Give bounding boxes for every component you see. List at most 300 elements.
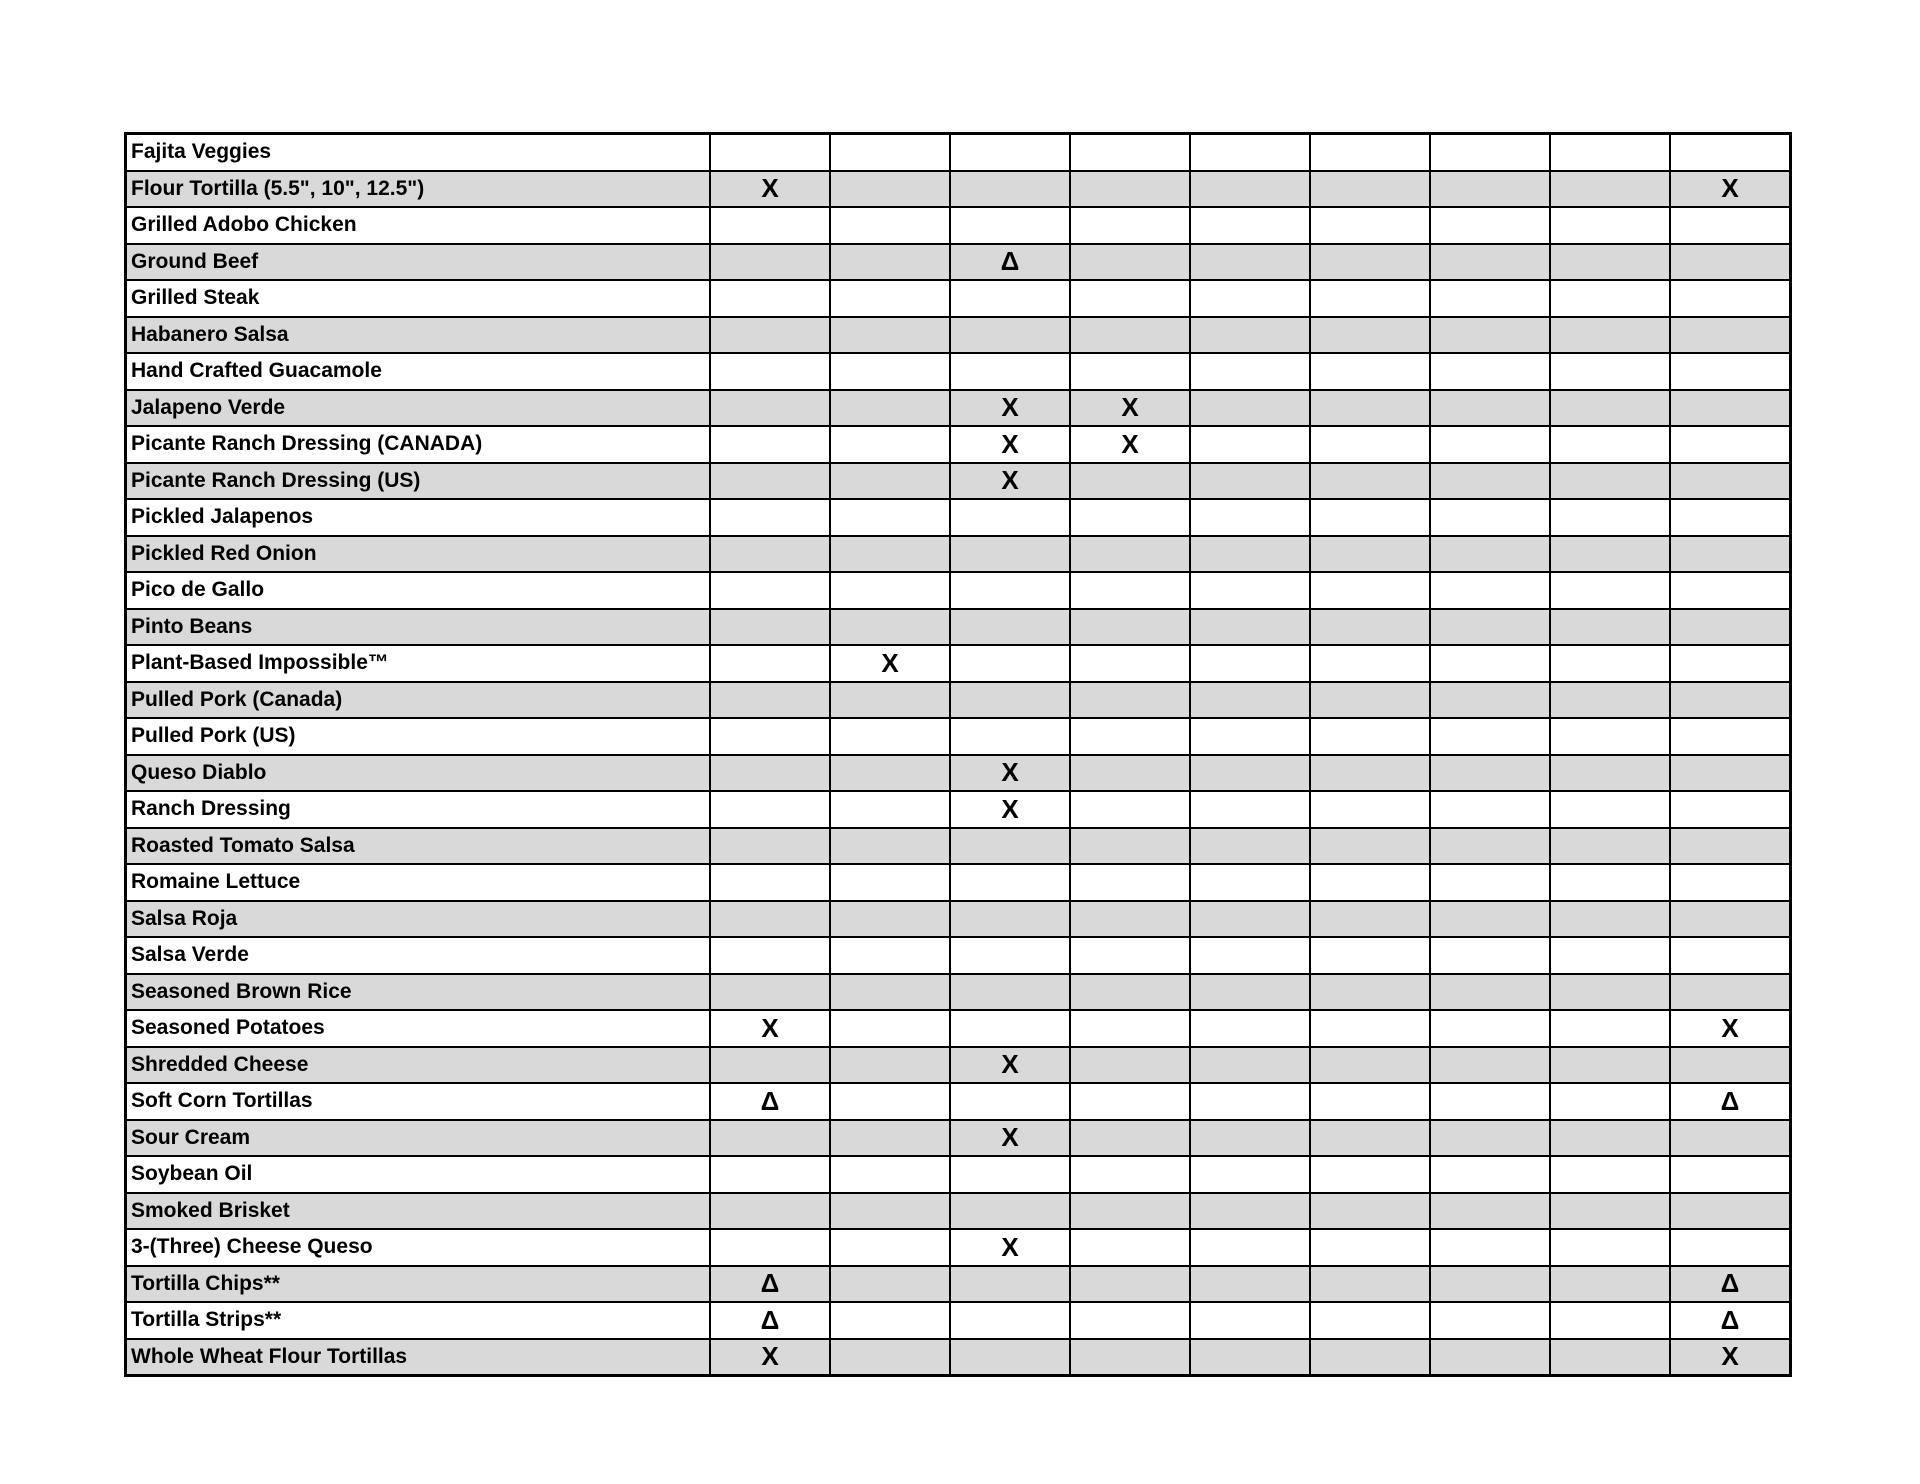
table-row <box>126 937 1791 974</box>
allergen-mark-cell <box>1430 499 1550 536</box>
allergen-mark-cell <box>710 828 830 865</box>
ingredient-name: Salsa Verde <box>126 937 711 974</box>
allergen-mark-cell <box>1070 1229 1190 1266</box>
table-row <box>126 718 1791 755</box>
allergen-mark-cell: X <box>1670 171 1791 208</box>
allergen-mark-cell <box>950 609 1070 646</box>
allergen-mark-cell <box>830 317 950 354</box>
allergen-mark-cell <box>1070 645 1190 682</box>
allergen-mark-cell: Δ <box>710 1083 830 1120</box>
allergen-mark-cell <box>1670 755 1791 792</box>
allergen-mark-cell <box>830 353 950 390</box>
allergen-mark-cell <box>1430 1302 1550 1339</box>
allergen-mark-cell <box>1310 1010 1430 1047</box>
allergen-mark-cell <box>830 171 950 208</box>
allergen-mark-cell <box>1310 1339 1430 1376</box>
allergen-mark-cell <box>1070 280 1190 317</box>
ingredient-name: Salsa Roja <box>126 901 711 938</box>
allergen-mark-cell <box>1430 718 1550 755</box>
allergen-mark-cell <box>950 937 1070 974</box>
allergen-mark-cell <box>1190 609 1310 646</box>
allergen-mark-cell <box>1070 1302 1190 1339</box>
allergen-mark-cell <box>1670 828 1791 865</box>
allergen-mark-cell <box>1550 572 1670 609</box>
allergen-mark-cell <box>1070 791 1190 828</box>
allergen-mark-cell <box>1430 1193 1550 1230</box>
table-row <box>126 1266 1791 1303</box>
allergen-mark-cell <box>1430 828 1550 865</box>
ingredient-name: Pinto Beans <box>126 609 711 646</box>
ingredient-name: Tortilla Chips** <box>126 1266 711 1303</box>
allergen-mark-cell <box>1190 1339 1310 1376</box>
table-row <box>126 1302 1791 1339</box>
allergen-mark-cell <box>1190 353 1310 390</box>
table-row <box>126 1010 1791 1047</box>
ingredient-name: Whole Wheat Flour Tortillas <box>126 1339 711 1376</box>
ingredient-name: Jalapeno Verde <box>126 390 711 427</box>
allergen-mark-cell <box>1190 280 1310 317</box>
allergen-mark-cell <box>1550 1229 1670 1266</box>
allergen-mark-cell <box>1550 828 1670 865</box>
allergen-mark-cell <box>710 1229 830 1266</box>
allergen-mark-cell <box>1310 207 1430 244</box>
allergen-mark-cell <box>830 280 950 317</box>
allergen-mark-cell: X <box>1670 1339 1791 1376</box>
table-row <box>126 536 1791 573</box>
allergen-mark-cell <box>1070 901 1190 938</box>
allergen-mark-cell <box>950 317 1070 354</box>
allergen-mark-cell <box>1670 572 1791 609</box>
allergen-mark-cell <box>1310 1266 1430 1303</box>
allergen-mark-cell <box>950 1083 1070 1120</box>
table-row <box>126 572 1791 609</box>
allergen-mark-cell <box>1550 1302 1670 1339</box>
allergen-mark-cell <box>1430 755 1550 792</box>
allergen-mark-cell <box>830 463 950 500</box>
allergen-mark-cell <box>1070 572 1190 609</box>
allergen-mark-cell <box>1070 974 1190 1011</box>
allergen-mark-cell <box>950 353 1070 390</box>
allergen-mark-cell <box>1310 134 1430 171</box>
allergen-mark-cell <box>1550 207 1670 244</box>
allergen-mark-cell <box>1550 536 1670 573</box>
allergen-mark-cell <box>1670 609 1791 646</box>
allergen-mark-cell <box>1190 974 1310 1011</box>
allergen-mark-cell <box>830 1156 950 1193</box>
allergen-mark-cell: X <box>1670 1010 1791 1047</box>
allergen-mark-cell <box>1190 536 1310 573</box>
allergen-mark-cell <box>1430 974 1550 1011</box>
allergen-mark-cell: X <box>950 426 1070 463</box>
allergen-mark-cell <box>1550 171 1670 208</box>
ingredient-name: Pico de Gallo <box>126 572 711 609</box>
allergen-mark-cell <box>1070 609 1190 646</box>
allergen-mark-cell <box>710 1120 830 1157</box>
allergen-mark-cell <box>830 682 950 719</box>
allergen-mark-cell <box>1670 937 1791 974</box>
allergen-mark-cell <box>1430 207 1550 244</box>
allergen-mark-cell <box>1190 463 1310 500</box>
allergen-mark-cell <box>830 1047 950 1084</box>
allergen-mark-cell <box>1550 1156 1670 1193</box>
allergen-mark-cell <box>710 901 830 938</box>
allergen-mark-cell <box>710 1047 830 1084</box>
allergen-mark-cell <box>950 280 1070 317</box>
allergen-mark-cell <box>830 1083 950 1120</box>
allergen-mark-cell <box>1670 791 1791 828</box>
allergen-mark-cell <box>830 499 950 536</box>
allergen-mark-cell <box>1670 718 1791 755</box>
table-row <box>126 353 1791 390</box>
table-row <box>126 426 1791 463</box>
allergen-mark-cell <box>710 974 830 1011</box>
allergen-mark-cell <box>1070 1156 1190 1193</box>
allergen-mark-cell <box>1430 536 1550 573</box>
allergen-mark-cell <box>950 828 1070 865</box>
allergen-mark-cell <box>1190 1047 1310 1084</box>
allergen-mark-cell <box>1550 682 1670 719</box>
allergen-mark-cell <box>830 1302 950 1339</box>
allergen-mark-cell <box>1430 244 1550 281</box>
allergen-mark-cell <box>1310 426 1430 463</box>
allergen-mark-cell <box>1070 828 1190 865</box>
ingredient-name: Soybean Oil <box>126 1156 711 1193</box>
allergen-mark-cell <box>1430 1229 1550 1266</box>
table-row <box>126 828 1791 865</box>
table-row <box>126 1083 1791 1120</box>
ingredient-name: 3-(Three) Cheese Queso <box>126 1229 711 1266</box>
allergen-mark-cell <box>1070 536 1190 573</box>
ingredient-name: Shredded Cheese <box>126 1047 711 1084</box>
allergen-mark-cell <box>950 572 1070 609</box>
allergen-mark-cell <box>830 1120 950 1157</box>
allergen-mark-cell <box>1670 1229 1791 1266</box>
allergen-mark-cell <box>1670 353 1791 390</box>
allergen-mark-cell <box>1430 280 1550 317</box>
allergen-mark-cell <box>1670 536 1791 573</box>
allergen-mark-cell <box>1070 1339 1190 1376</box>
allergen-mark-cell <box>1670 499 1791 536</box>
allergen-mark-cell: Δ <box>950 244 1070 281</box>
allergen-mark-cell <box>1550 1266 1670 1303</box>
allergen-mark-cell <box>1670 974 1791 1011</box>
allergen-mark-cell <box>1550 280 1670 317</box>
allergen-mark-cell <box>1550 718 1670 755</box>
table-row <box>126 1193 1791 1230</box>
ingredient-name: Pickled Jalapenos <box>126 499 711 536</box>
ingredient-name: Roasted Tomato Salsa <box>126 828 711 865</box>
allergen-table <box>124 132 1792 1377</box>
allergen-mark-cell <box>1430 390 1550 427</box>
ingredient-name: Pulled Pork (US) <box>126 718 711 755</box>
table-row <box>126 682 1791 719</box>
allergen-mark-cell <box>1550 645 1670 682</box>
allergen-mark-cell <box>710 864 830 901</box>
allergen-mark-cell <box>1310 1229 1430 1266</box>
allergen-mark-cell: X <box>950 463 1070 500</box>
allergen-mark-cell <box>1550 1339 1670 1376</box>
allergen-mark-cell <box>1190 682 1310 719</box>
allergen-mark-cell <box>1070 937 1190 974</box>
allergen-mark-cell <box>1670 426 1791 463</box>
allergen-mark-cell: Δ <box>710 1266 830 1303</box>
allergen-mark-cell <box>950 1302 1070 1339</box>
allergen-mark-cell <box>710 207 830 244</box>
allergen-mark-cell: Δ <box>1670 1266 1791 1303</box>
allergen-mark-cell <box>1190 426 1310 463</box>
allergen-mark-cell <box>1430 901 1550 938</box>
table-row <box>126 463 1791 500</box>
allergen-mark-cell <box>1430 134 1550 171</box>
allergen-mark-cell <box>1310 463 1430 500</box>
allergen-mark-cell <box>1310 536 1430 573</box>
allergen-mark-cell <box>1190 937 1310 974</box>
allergen-mark-cell <box>1190 390 1310 427</box>
allergen-mark-cell <box>1310 499 1430 536</box>
allergen-mark-cell <box>1430 1156 1550 1193</box>
allergen-mark-cell <box>1190 171 1310 208</box>
allergen-mark-cell <box>1430 937 1550 974</box>
allergen-mark-cell <box>1550 864 1670 901</box>
allergen-mark-cell <box>1190 1010 1310 1047</box>
allergen-mark-cell <box>1310 1120 1430 1157</box>
allergen-mark-cell <box>1190 1083 1310 1120</box>
allergen-mark-cell <box>1310 1047 1430 1084</box>
allergen-mark-cell <box>1550 499 1670 536</box>
allergen-mark-cell <box>950 901 1070 938</box>
table-row <box>126 974 1791 1011</box>
allergen-table-body <box>126 134 1791 1376</box>
allergen-mark-cell <box>1190 1266 1310 1303</box>
allergen-mark-cell <box>1430 1083 1550 1120</box>
allergen-mark-cell <box>1310 171 1430 208</box>
allergen-mark-cell <box>1550 937 1670 974</box>
allergen-mark-cell <box>1430 1266 1550 1303</box>
allergen-mark-cell <box>830 937 950 974</box>
allergen-mark-cell <box>1190 645 1310 682</box>
ingredient-name: Hand Crafted Guacamole <box>126 353 711 390</box>
ingredient-name: Flour Tortilla (5.5", 10", 12.5") <box>126 171 711 208</box>
allergen-mark-cell: Δ <box>1670 1083 1791 1120</box>
allergen-mark-cell <box>1310 718 1430 755</box>
ingredient-name: Pulled Pork (Canada) <box>126 682 711 719</box>
allergen-mark-cell: X <box>950 755 1070 792</box>
allergen-mark-cell <box>830 828 950 865</box>
allergen-mark-cell <box>830 718 950 755</box>
table-row <box>126 1156 1791 1193</box>
allergen-mark-cell <box>710 1193 830 1230</box>
allergen-mark-cell <box>1550 901 1670 938</box>
allergen-mark-cell <box>1070 1083 1190 1120</box>
allergen-mark-cell <box>1670 280 1791 317</box>
allergen-mark-cell <box>1310 390 1430 427</box>
allergen-mark-cell <box>830 134 950 171</box>
allergen-mark-cell <box>1430 645 1550 682</box>
table-row <box>126 317 1791 354</box>
allergen-mark-cell <box>710 244 830 281</box>
ingredient-name: Fajita Veggies <box>126 134 711 171</box>
allergen-mark-cell <box>950 1010 1070 1047</box>
ingredient-name: Ranch Dressing <box>126 791 711 828</box>
allergen-mark-cell <box>830 572 950 609</box>
allergen-mark-cell <box>830 791 950 828</box>
allergen-mark-cell <box>1550 609 1670 646</box>
allergen-mark-cell <box>1670 1120 1791 1157</box>
allergen-mark-cell <box>950 718 1070 755</box>
allergen-mark-cell <box>830 864 950 901</box>
allergen-mark-cell <box>710 682 830 719</box>
table-row <box>126 864 1791 901</box>
allergen-mark-cell <box>950 499 1070 536</box>
allergen-mark-cell <box>1070 499 1190 536</box>
allergen-mark-cell <box>1190 1193 1310 1230</box>
ingredient-name: Picante Ranch Dressing (US) <box>126 463 711 500</box>
allergen-mark-cell <box>1670 645 1791 682</box>
allergen-mark-cell <box>1310 1083 1430 1120</box>
allergen-mark-cell <box>1070 171 1190 208</box>
allergen-mark-cell <box>1430 463 1550 500</box>
allergen-mark-cell <box>950 1193 1070 1230</box>
allergen-mark-cell: X <box>950 1047 1070 1084</box>
allergen-mark-cell <box>710 426 830 463</box>
allergen-mark-cell <box>710 499 830 536</box>
allergen-mark-cell <box>710 1156 830 1193</box>
allergen-mark-cell <box>1430 1047 1550 1084</box>
allergen-mark-cell <box>710 572 830 609</box>
allergen-mark-cell <box>1190 134 1310 171</box>
allergen-mark-cell <box>710 353 830 390</box>
allergen-mark-cell <box>950 864 1070 901</box>
allergen-mark-cell <box>710 718 830 755</box>
allergen-mark-cell <box>1670 901 1791 938</box>
allergen-mark-cell <box>830 390 950 427</box>
table-row <box>126 1047 1791 1084</box>
allergen-mark-cell: X <box>950 1120 1070 1157</box>
allergen-mark-cell <box>1550 244 1670 281</box>
allergen-mark-cell: X <box>710 1010 830 1047</box>
allergen-mark-cell <box>1430 682 1550 719</box>
allergen-mark-cell <box>1070 718 1190 755</box>
table-row <box>126 645 1791 682</box>
allergen-mark-cell <box>830 974 950 1011</box>
allergen-mark-cell <box>1310 1156 1430 1193</box>
ingredient-name: Queso Diablo <box>126 755 711 792</box>
table-row <box>126 1229 1791 1266</box>
allergen-mark-cell <box>1070 1010 1190 1047</box>
allergen-mark-cell <box>1070 1120 1190 1157</box>
allergen-mark-cell <box>950 1156 1070 1193</box>
allergen-mark-cell <box>1670 207 1791 244</box>
allergen-mark-cell <box>1430 1339 1550 1376</box>
allergen-mark-cell <box>950 974 1070 1011</box>
ingredient-name: Plant-Based Impossible™ <box>126 645 711 682</box>
ingredient-name: Romaine Lettuce <box>126 864 711 901</box>
allergen-mark-cell <box>1310 937 1430 974</box>
allergen-mark-cell <box>1310 901 1430 938</box>
ingredient-name: Grilled Steak <box>126 280 711 317</box>
allergen-mark-cell <box>1670 463 1791 500</box>
allergen-mark-cell <box>1190 864 1310 901</box>
allergen-mark-cell <box>1190 791 1310 828</box>
allergen-mark-cell <box>1310 791 1430 828</box>
allergen-mark-cell <box>950 536 1070 573</box>
allergen-mark-cell <box>1550 1010 1670 1047</box>
allergen-mark-cell <box>1670 1156 1791 1193</box>
allergen-mark-cell <box>1670 390 1791 427</box>
allergen-mark-cell <box>1070 1047 1190 1084</box>
ingredient-name: Smoked Brisket <box>126 1193 711 1230</box>
allergen-mark-cell <box>1310 1302 1430 1339</box>
allergen-mark-cell <box>1430 572 1550 609</box>
allergen-mark-cell: X <box>1070 390 1190 427</box>
allergen-mark-cell <box>1190 755 1310 792</box>
allergen-mark-cell <box>710 390 830 427</box>
allergen-mark-cell <box>710 536 830 573</box>
allergen-mark-cell <box>1550 791 1670 828</box>
allergen-mark-cell <box>1190 828 1310 865</box>
allergen-mark-cell <box>1190 207 1310 244</box>
allergen-mark-cell <box>1550 390 1670 427</box>
allergen-mark-cell: X <box>950 390 1070 427</box>
allergen-mark-cell <box>1550 974 1670 1011</box>
allergen-mark-cell <box>1670 682 1791 719</box>
allergen-mark-cell <box>1550 134 1670 171</box>
ingredient-name: Ground Beef <box>126 244 711 281</box>
allergen-mark-cell <box>1070 244 1190 281</box>
allergen-mark-cell <box>1310 682 1430 719</box>
allergen-mark-cell <box>830 609 950 646</box>
table-row <box>126 244 1791 281</box>
allergen-mark-cell: Δ <box>710 1302 830 1339</box>
allergen-mark-cell <box>1070 463 1190 500</box>
ingredient-name: Pickled Red Onion <box>126 536 711 573</box>
allergen-mark-cell <box>1070 1193 1190 1230</box>
allergen-mark-cell <box>1070 682 1190 719</box>
allergen-mark-cell <box>710 937 830 974</box>
allergen-mark-cell <box>1430 317 1550 354</box>
allergen-mark-cell <box>830 1229 950 1266</box>
allergen-mark-cell <box>1310 572 1430 609</box>
ingredient-name: Soft Corn Tortillas <box>126 1083 711 1120</box>
ingredient-name: Picante Ranch Dressing (CANADA) <box>126 426 711 463</box>
allergen-mark-cell <box>1550 426 1670 463</box>
allergen-mark-cell <box>830 536 950 573</box>
ingredient-name: Sour Cream <box>126 1120 711 1157</box>
allergen-mark-cell <box>830 244 950 281</box>
allergen-mark-cell <box>1670 1047 1791 1084</box>
allergen-mark-cell: X <box>830 645 950 682</box>
allergen-mark-cell <box>830 426 950 463</box>
allergen-mark-cell <box>1190 572 1310 609</box>
allergen-mark-cell <box>1190 1120 1310 1157</box>
allergen-mark-cell <box>1550 317 1670 354</box>
allergen-mark-cell <box>1670 317 1791 354</box>
allergen-mark-cell <box>950 1266 1070 1303</box>
allergen-mark-cell <box>710 463 830 500</box>
allergen-mark-cell <box>1430 1120 1550 1157</box>
table-row <box>126 171 1791 208</box>
allergen-mark-cell: X <box>710 1339 830 1376</box>
allergen-mark-cell <box>1190 1302 1310 1339</box>
allergen-mark-cell: X <box>950 1229 1070 1266</box>
allergen-mark-cell <box>1310 280 1430 317</box>
allergen-mark-cell <box>1550 353 1670 390</box>
allergen-mark-cell <box>1070 755 1190 792</box>
table-row <box>126 207 1791 244</box>
allergen-mark-cell <box>1070 317 1190 354</box>
allergen-mark-cell <box>1550 1193 1670 1230</box>
table-row <box>126 134 1791 171</box>
